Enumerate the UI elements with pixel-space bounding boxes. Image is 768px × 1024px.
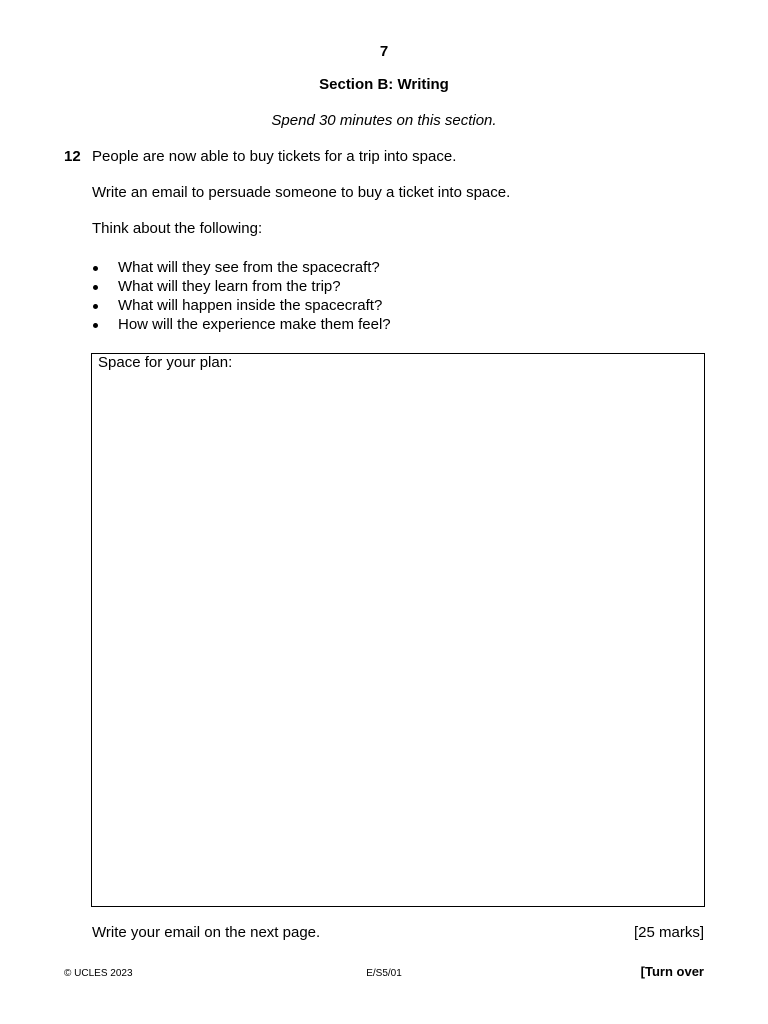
question-task: Write an email to persuade someone to buy a ticket into space. <box>92 184 511 201</box>
footer-paper-code: E/S5/01 <box>366 968 402 979</box>
bullet-text: What will they see from the spacecraft? <box>118 259 380 276</box>
time-instruction: Spend 30 minutes on this section. <box>271 112 497 129</box>
page-number: 7 <box>379 43 389 60</box>
plan-box[interactable] <box>91 353 705 907</box>
section-title: Section B: Writing <box>319 76 449 93</box>
question-intro: People are now able to buy tickets for a trip into space. <box>92 148 457 165</box>
list-item <box>92 277 391 296</box>
bullet-icon <box>93 323 98 328</box>
plan-box-label: Space for your plan: <box>98 354 233 371</box>
list-item <box>92 296 391 315</box>
list-item <box>92 258 391 277</box>
bullet-icon <box>93 266 98 271</box>
bullet-text: What will they learn from the trip? <box>118 278 341 295</box>
prompt-bullet-list <box>92 258 391 334</box>
question-number: 12 <box>64 148 81 165</box>
turn-over-label: [Turn over <box>640 964 704 979</box>
footer-copyright: © UCLES 2023 <box>64 968 133 979</box>
think-prompt: Think about the following: <box>92 220 263 237</box>
bullet-text: How will the experience make them feel? <box>118 316 391 333</box>
bullet-icon <box>93 304 98 309</box>
marks-label: [25 marks] <box>633 924 704 941</box>
bullet-icon <box>93 285 98 290</box>
list-item <box>92 315 391 334</box>
bullet-text: What will happen inside the spacecraft? <box>118 297 383 314</box>
email-note: Write your email on the next page. <box>92 924 321 941</box>
